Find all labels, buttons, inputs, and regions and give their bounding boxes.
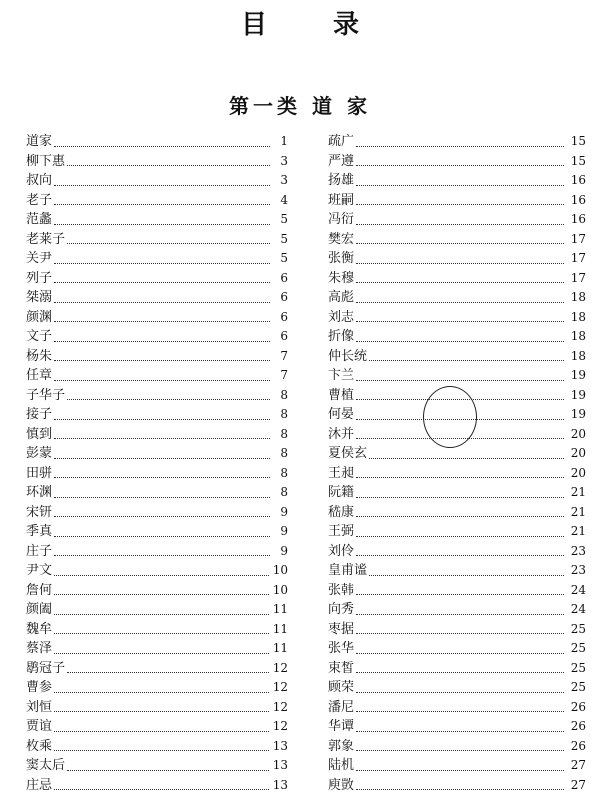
- toc-entry-name: 尹文: [26, 563, 53, 578]
- toc-entry: [26, 230, 288, 250]
- toc-entry: [26, 288, 288, 308]
- toc-entry: [26, 347, 288, 367]
- toc-entry-name: 关尹: [26, 251, 53, 266]
- toc-entry: [26, 639, 288, 659]
- toc-entry-name: 冯衍: [328, 212, 355, 227]
- toc-entry: [328, 542, 586, 562]
- toc-entry-name: 王昶: [328, 465, 355, 481]
- toc-entry-page: 7: [280, 348, 288, 363]
- toc-entry-name: 子华子: [26, 387, 66, 403]
- toc-entry: [26, 600, 288, 620]
- toc-entry-name: 严遵: [328, 153, 355, 169]
- dot-leader: [54, 458, 270, 459]
- toc-entry-page: 8: [280, 446, 288, 460]
- toc-entry-page: 26: [570, 719, 586, 733]
- toc-entry-name: 老莱子: [26, 231, 66, 247]
- toc-entry: [26, 308, 288, 328]
- toc-entry-name: 庄子: [26, 543, 53, 559]
- dot-leader: [54, 438, 270, 439]
- toc-column-left: [26, 132, 288, 795]
- toc-entry-name: 慎到: [26, 426, 53, 442]
- toc-entry: [328, 366, 586, 386]
- toc-entry-page: 23: [570, 563, 586, 577]
- toc-entry-name: 枚乘: [26, 738, 53, 754]
- toc-entry-page: 5: [280, 251, 288, 265]
- toc-entry-name: 潘尼: [328, 699, 355, 715]
- dot-leader: [54, 789, 269, 790]
- toc-entry: [328, 464, 586, 484]
- toc-entry-page: 25: [570, 680, 586, 694]
- dot-leader: [369, 575, 564, 576]
- toc-entry: [328, 522, 586, 542]
- dot-leader: [356, 380, 564, 381]
- toc-entry-name: 詹何: [26, 582, 53, 598]
- toc-entry: [26, 542, 288, 562]
- dot-leader: [54, 711, 269, 712]
- toc-entry-name: 何晏: [328, 407, 355, 422]
- dot-leader: [54, 263, 270, 264]
- toc-entry: [328, 600, 586, 620]
- toc-entry-name: 樊宏: [328, 231, 355, 247]
- toc-entry: [26, 620, 288, 640]
- dot-leader: [54, 185, 270, 186]
- toc-entry: [328, 230, 586, 250]
- toc-entry-name: 张华: [328, 641, 355, 656]
- toc-entry-name: 枣据: [328, 621, 355, 637]
- toc-entry-page: 18: [570, 348, 586, 363]
- toc-entry-page: 11: [272, 621, 288, 636]
- toc-entry-page: 7: [280, 368, 288, 382]
- toc-entry-name: 庾敳: [328, 777, 355, 793]
- toc-entry: [328, 639, 586, 659]
- toc-entry-name: 夏侯玄: [328, 446, 368, 461]
- toc-entry-page: 16: [570, 212, 586, 226]
- dot-leader: [67, 770, 269, 771]
- toc-entry: [26, 386, 288, 406]
- toc-entry-page: 13: [272, 758, 288, 772]
- dot-leader: [54, 653, 269, 654]
- toc-entry-name: 柳下惠: [26, 153, 66, 169]
- toc-entry-name: 田骈: [26, 465, 53, 481]
- toc-entry: [328, 503, 586, 523]
- dot-leader: [67, 399, 270, 400]
- dot-leader: [356, 224, 564, 225]
- toc-entry-page: 13: [272, 738, 288, 753]
- toc-entry-page: 18: [570, 309, 586, 324]
- toc-entry: [26, 366, 288, 386]
- toc-entry-page: 20: [570, 426, 586, 441]
- toc-entry-page: 15: [570, 134, 586, 148]
- toc-entry: [328, 561, 586, 581]
- toc-entry-name: 曹植: [328, 387, 355, 403]
- toc-entry-page: 11: [272, 602, 288, 616]
- dot-leader: [67, 165, 270, 166]
- toc-entry-page: 11: [272, 641, 288, 655]
- toc-entry: [26, 152, 288, 172]
- toc-entry-name: 仲长统: [328, 348, 368, 364]
- dot-leader: [356, 165, 564, 166]
- toc-entry-page: 8: [280, 407, 288, 421]
- toc-entry-page: 16: [570, 173, 586, 187]
- dot-leader: [54, 536, 270, 537]
- toc-entry-page: 20: [570, 465, 586, 480]
- toc-entry: [26, 464, 288, 484]
- toc-entry: [328, 288, 586, 308]
- toc-entry-page: 10: [272, 563, 288, 577]
- toc-entry-page: 5: [280, 212, 288, 226]
- toc-entry-name: 叔向: [26, 173, 53, 188]
- toc-entry-name: 刘伶: [328, 543, 355, 559]
- dot-leader: [356, 731, 564, 732]
- toc-entry: [26, 405, 288, 425]
- toc-entry: [26, 444, 288, 464]
- toc-entry-name: 鹖冠子: [26, 660, 66, 676]
- toc-entry: [328, 776, 586, 796]
- dot-leader: [356, 302, 564, 303]
- hand-drawn-circle-mark: [423, 386, 477, 448]
- toc-entry-name: 张衡: [328, 251, 355, 266]
- toc-entry: [26, 249, 288, 269]
- dot-leader: [356, 711, 564, 712]
- toc-entry-name: 郭象: [328, 738, 355, 754]
- toc-entry-name: 道家: [26, 134, 53, 149]
- toc-entry-name: 范蠡: [26, 212, 53, 227]
- toc-entry-page: 19: [570, 368, 586, 382]
- toc-entry-name: 刘志: [328, 309, 355, 325]
- toc-entry-name: 桀溺: [26, 290, 53, 305]
- dot-leader: [54, 692, 269, 693]
- toc-entry-name: 环渊: [26, 485, 53, 500]
- section-title: 第一类 道 家: [229, 94, 371, 118]
- dot-leader: [356, 321, 564, 322]
- toc-entry: [328, 678, 586, 698]
- dot-leader: [54, 146, 270, 147]
- toc-entry-page: 26: [570, 738, 586, 753]
- dot-leader: [54, 224, 270, 225]
- toc-entry-page: 18: [570, 329, 586, 343]
- toc-entry: [26, 756, 288, 776]
- toc-entry-name: 朱穆: [328, 270, 355, 286]
- toc-entry-page: 8: [280, 485, 288, 499]
- toc-entry-page: 21: [570, 504, 586, 519]
- toc-entry: [26, 210, 288, 230]
- toc-entry-name: 蔡泽: [26, 641, 53, 656]
- toc-entry-name: 束皙: [328, 660, 355, 676]
- toc-entry: [328, 249, 586, 269]
- dot-leader: [54, 302, 270, 303]
- dot-leader: [54, 419, 270, 420]
- toc-entry: [328, 308, 586, 328]
- dot-leader: [356, 555, 564, 556]
- dot-leader: [356, 516, 564, 517]
- dot-leader: [54, 731, 269, 732]
- toc-entry: [26, 171, 288, 191]
- toc-entry-page: 8: [280, 387, 288, 402]
- dot-leader: [67, 243, 270, 244]
- toc-entry-name: 接子: [26, 407, 53, 422]
- dot-leader: [356, 750, 564, 751]
- toc-entry-name: 刘恒: [26, 699, 53, 715]
- toc-entry-name: 皇甫谧: [328, 563, 368, 578]
- toc-entry-page: 20: [570, 446, 586, 460]
- toc-entry: [328, 210, 586, 230]
- dot-leader: [54, 594, 269, 595]
- toc-entry-page: 17: [570, 231, 586, 246]
- dot-leader: [54, 204, 270, 205]
- toc-entry-page: 24: [570, 582, 586, 597]
- toc-entry-page: 8: [280, 465, 288, 480]
- dot-leader: [54, 555, 270, 556]
- toc-entry: [26, 581, 288, 601]
- dot-leader: [54, 575, 269, 576]
- toc-entry-name: 华谭: [328, 719, 355, 734]
- toc-entry: [26, 425, 288, 445]
- toc-entry-page: 6: [280, 270, 288, 285]
- toc-entry: [328, 756, 586, 776]
- dot-leader: [54, 633, 269, 634]
- toc-entry-name: 顾荣: [328, 680, 355, 695]
- toc-entry-page: 26: [570, 699, 586, 714]
- toc-entry: [26, 191, 288, 211]
- toc-entry-name: 贾谊: [26, 719, 53, 734]
- dot-leader: [356, 594, 564, 595]
- toc-entry-name: 王弼: [328, 524, 355, 539]
- dot-leader: [54, 497, 270, 498]
- toc-entry: [328, 698, 586, 718]
- toc-entry-name: 向秀: [328, 602, 355, 617]
- toc-entry: [26, 776, 288, 796]
- toc-entry: [26, 327, 288, 347]
- toc-entry-page: 12: [272, 660, 288, 675]
- dot-leader: [356, 146, 564, 147]
- dot-leader: [356, 536, 564, 537]
- toc-entry: [328, 347, 586, 367]
- dot-leader: [54, 380, 270, 381]
- toc-entry-name: 嵇康: [328, 504, 355, 520]
- toc-entry-page: 13: [272, 777, 288, 792]
- toc-entry-page: 17: [570, 251, 586, 265]
- dot-leader: [356, 477, 564, 478]
- dot-leader: [356, 672, 564, 673]
- toc-entry-name: 彭蒙: [26, 446, 53, 461]
- toc-entry: [26, 737, 288, 757]
- toc-entry-page: 5: [280, 231, 288, 246]
- toc-entry-page: 6: [280, 290, 288, 304]
- toc-entry: [328, 581, 586, 601]
- dot-leader: [356, 653, 564, 654]
- toc-entry-name: 班嗣: [328, 192, 355, 208]
- toc-entry-page: 25: [570, 641, 586, 655]
- toc-entry-page: 23: [570, 543, 586, 558]
- toc-entry-name: 阮籍: [328, 485, 355, 500]
- toc-entry-page: 3: [280, 173, 288, 187]
- dot-leader: [356, 633, 564, 634]
- toc-entry-name: 高彪: [328, 290, 355, 305]
- dot-leader: [356, 185, 564, 186]
- toc-entry-page: 25: [570, 660, 586, 675]
- toc-entry-name: 颜阖: [26, 602, 53, 617]
- toc-entry-name: 扬雄: [328, 173, 355, 188]
- dot-leader: [369, 458, 564, 459]
- toc-entry: [328, 269, 586, 289]
- toc-entry-name: 沐并: [328, 426, 355, 442]
- dot-leader: [356, 770, 564, 771]
- toc-entry-name: 魏牟: [26, 621, 53, 637]
- toc-entry: [328, 171, 586, 191]
- toc-entry-page: 8: [280, 426, 288, 441]
- toc-entry-page: 3: [280, 153, 288, 168]
- dot-leader: [356, 263, 564, 264]
- toc-entry-page: 19: [570, 387, 586, 402]
- toc-entry-page: 27: [570, 777, 586, 792]
- toc-entry: [26, 503, 288, 523]
- toc-entry: [328, 483, 586, 503]
- toc-entry-page: 12: [272, 719, 288, 733]
- dot-leader: [54, 360, 270, 361]
- dot-leader: [54, 516, 270, 517]
- dot-leader: [356, 341, 564, 342]
- dot-leader: [54, 750, 269, 751]
- toc-entry-name: 曹参: [26, 680, 53, 695]
- toc-entry-name: 折像: [328, 329, 355, 344]
- dot-leader: [356, 204, 564, 205]
- toc-entry-name: 张韩: [328, 582, 355, 598]
- toc-entry-name: 窦太后: [26, 758, 66, 773]
- dot-leader: [54, 282, 270, 283]
- toc-entry-name: 陆机: [328, 758, 355, 773]
- toc-entry-page: 16: [570, 192, 586, 207]
- toc-entry-page: 1: [280, 134, 288, 148]
- toc-entry-page: 6: [280, 309, 288, 324]
- dot-leader: [356, 614, 564, 615]
- toc-entry-page: 9: [280, 504, 288, 519]
- dot-leader: [54, 341, 270, 342]
- toc-entry-page: 4: [280, 192, 288, 207]
- dot-leader: [54, 321, 270, 322]
- toc-entry: [328, 737, 586, 757]
- dot-leader: [54, 477, 270, 478]
- toc-entry-page: 12: [272, 699, 288, 714]
- toc-entry: [26, 561, 288, 581]
- toc-entry: [26, 483, 288, 503]
- toc-entry-name: 宋钘: [26, 504, 53, 520]
- page-title: 目 录: [240, 10, 379, 40]
- toc-entry-name: 老子: [26, 192, 53, 208]
- toc-entry: [26, 678, 288, 698]
- dot-leader: [54, 614, 269, 615]
- toc-entry-page: 21: [570, 485, 586, 499]
- toc-entry-name: 文子: [26, 329, 53, 344]
- toc-entry-page: 10: [272, 582, 288, 597]
- toc-entry: [328, 327, 586, 347]
- toc-entry: [328, 152, 586, 172]
- toc-entry-page: 25: [570, 621, 586, 636]
- toc-entry-name: 杨朱: [26, 348, 53, 364]
- toc-entry-page: 9: [280, 524, 288, 538]
- toc-entry-name: 列子: [26, 270, 53, 286]
- toc-entry-name: 季真: [26, 524, 53, 539]
- dot-leader: [369, 360, 564, 361]
- toc-entry-page: 12: [272, 680, 288, 694]
- toc-entry-page: 17: [570, 270, 586, 285]
- toc-entry: [26, 269, 288, 289]
- toc-entry-page: 19: [570, 407, 586, 421]
- toc-entry-page: 15: [570, 153, 586, 168]
- toc-entry-name: 疏广: [328, 134, 355, 149]
- toc-entry-name: 庄忌: [26, 777, 53, 793]
- toc-entry-name: 任章: [26, 368, 53, 383]
- toc-entry: [328, 659, 586, 679]
- toc-entry-page: 18: [570, 290, 586, 304]
- toc-entry-page: 9: [280, 543, 288, 558]
- dot-leader: [356, 243, 564, 244]
- toc-entry: [26, 522, 288, 542]
- dot-leader: [67, 672, 269, 673]
- toc-entry-page: 6: [280, 329, 288, 343]
- toc-entry: [328, 191, 586, 211]
- dot-leader: [356, 789, 564, 790]
- toc-entry-page: 24: [570, 602, 586, 616]
- toc-entry-name: 颜渊: [26, 309, 53, 325]
- dot-leader: [356, 497, 564, 498]
- toc-entry-page: 27: [570, 758, 586, 772]
- toc-entry: [26, 132, 288, 152]
- toc-entry-page: 21: [570, 524, 586, 538]
- toc-entry: [26, 698, 288, 718]
- dot-leader: [356, 692, 564, 693]
- toc-entry-name: 卞兰: [328, 368, 355, 383]
- toc-entry: [26, 659, 288, 679]
- dot-leader: [356, 282, 564, 283]
- toc-column-right: [328, 132, 586, 795]
- toc-entry: [328, 717, 586, 737]
- toc-entry: [26, 717, 288, 737]
- toc-entry: [328, 620, 586, 640]
- toc-entry: [328, 132, 586, 152]
